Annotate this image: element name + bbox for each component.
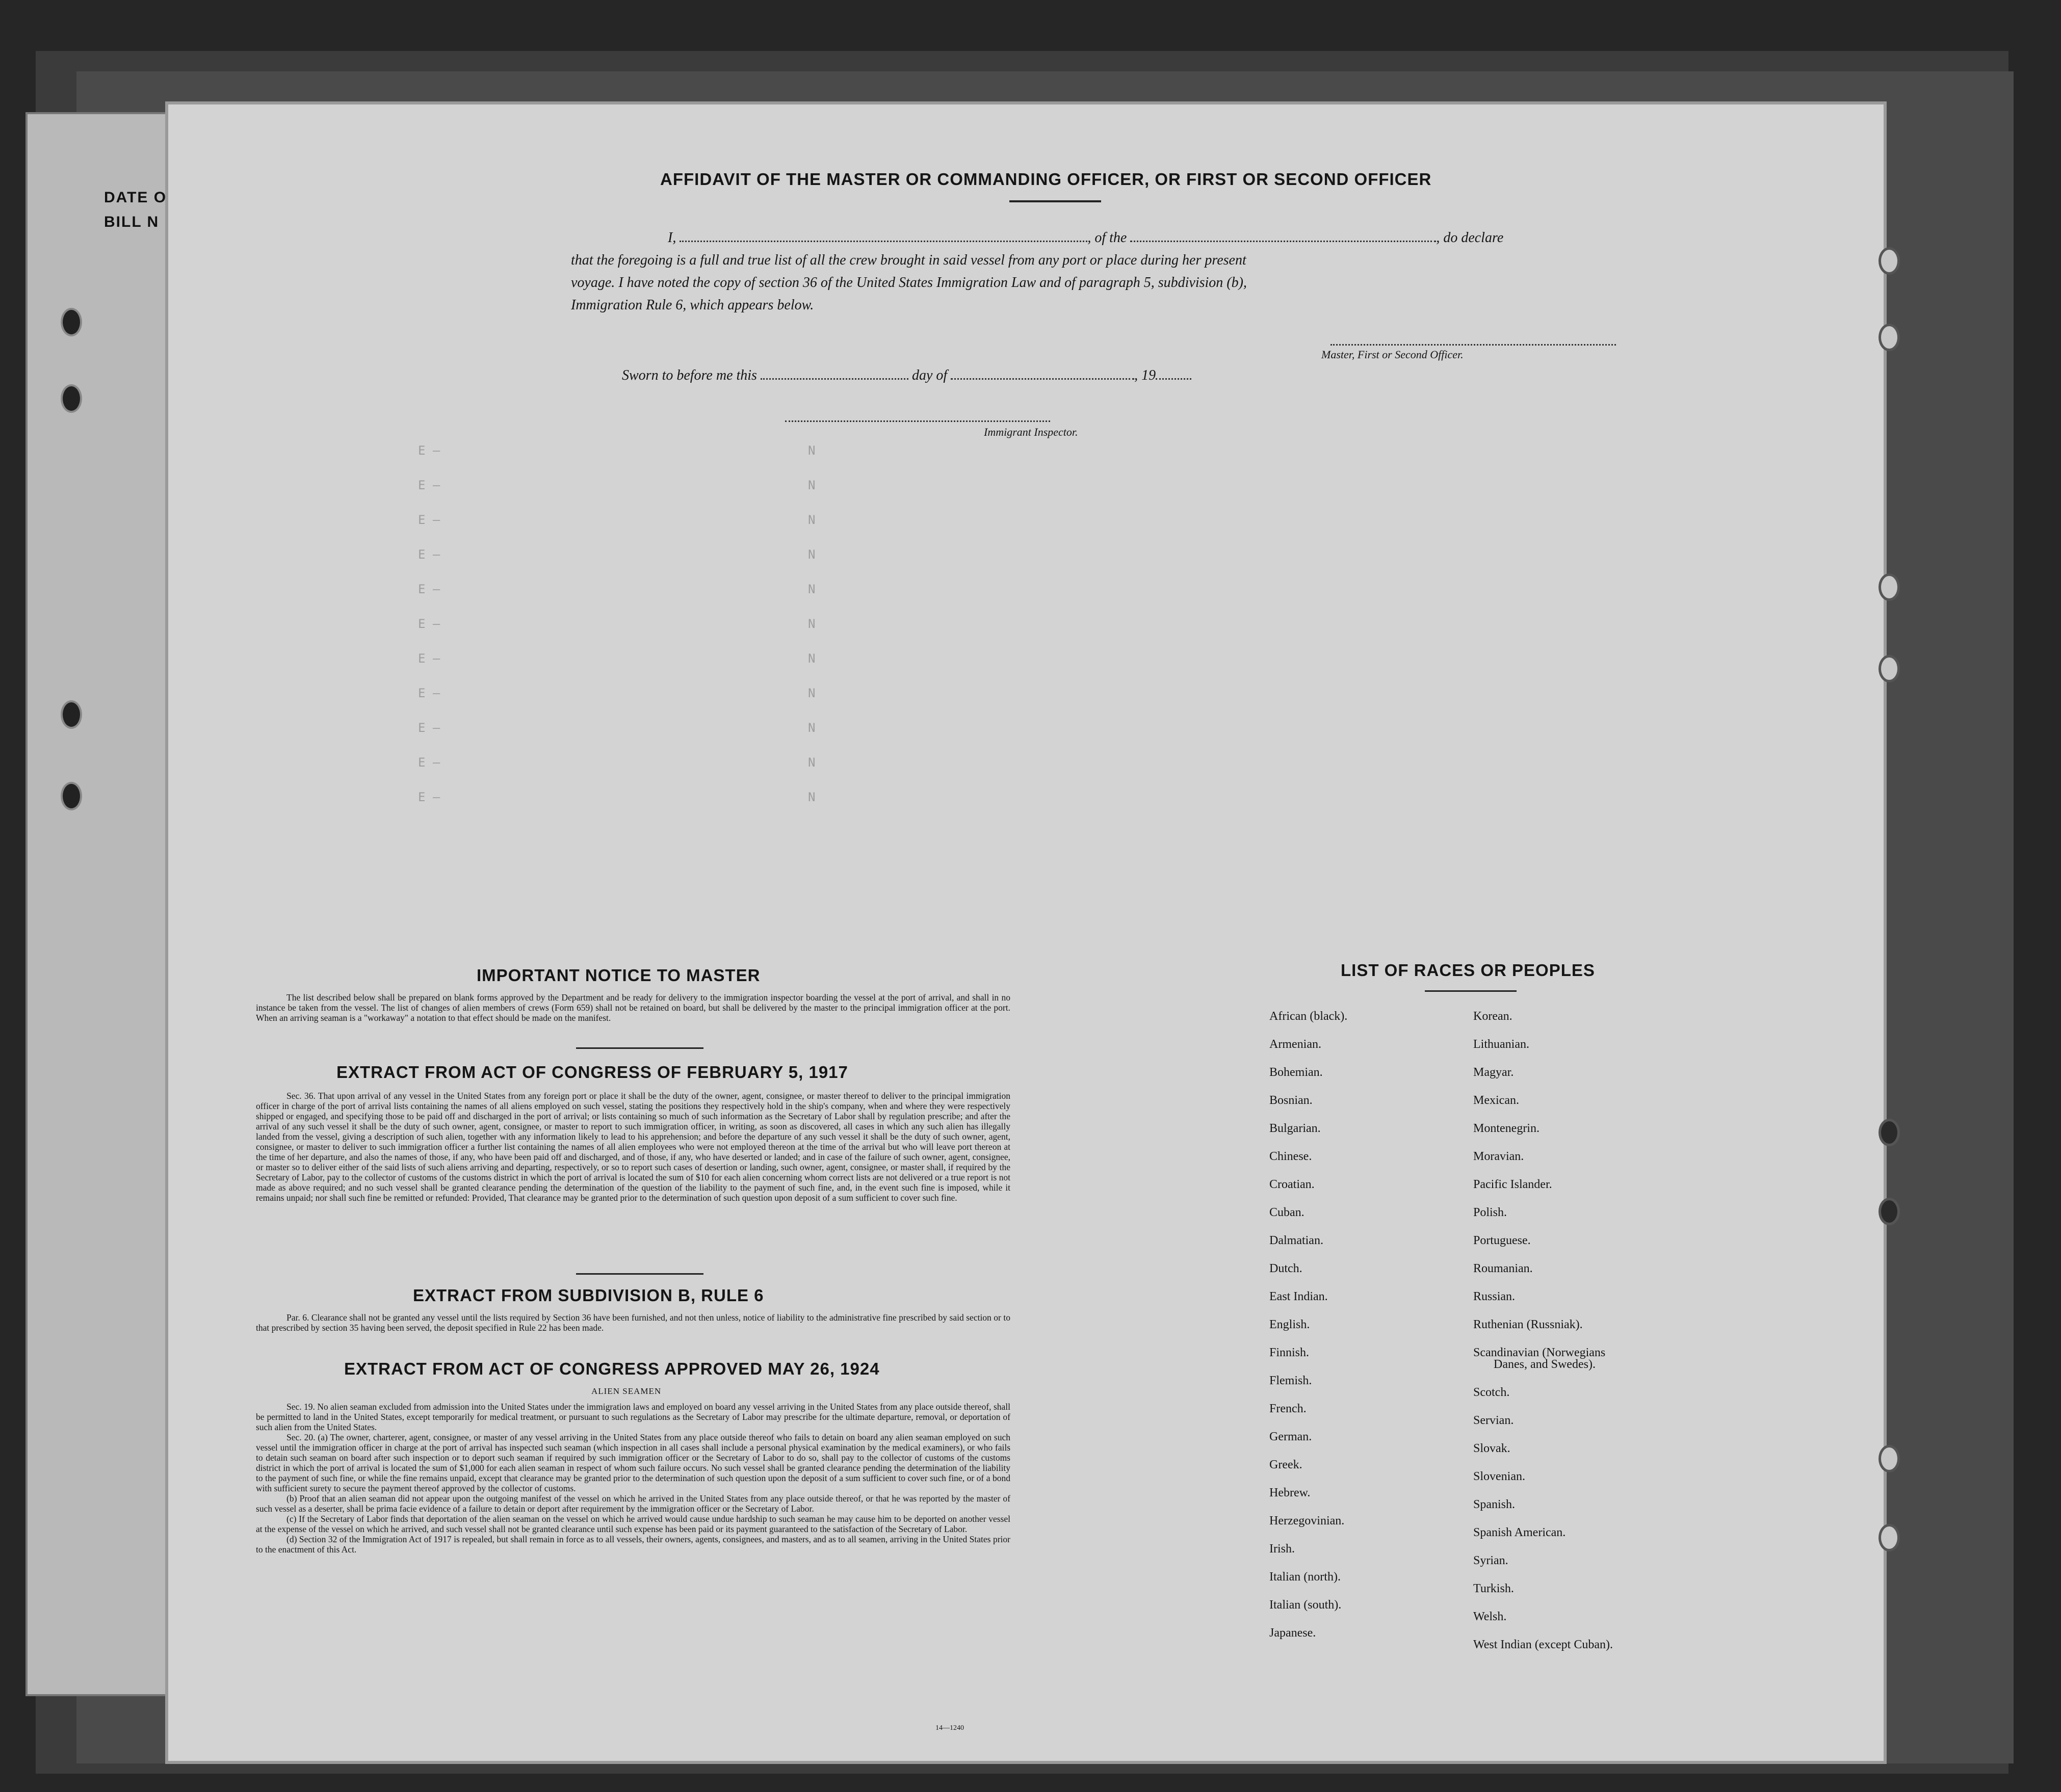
- race-item: Chinese.: [1269, 1150, 1312, 1163]
- race-item: Ruthenian (Russniak).: [1473, 1318, 1583, 1331]
- affidavit-declare: , do declare: [1436, 230, 1504, 246]
- race-item: Dutch.: [1269, 1262, 1302, 1275]
- affidavit-title: AFFIDAVIT OF THE MASTER OR COMMANDING OFFICER, OR FIRST OR SECOND OFFICER: [660, 170, 1432, 189]
- divider: [576, 1273, 703, 1275]
- race-item: Bosnian.: [1269, 1094, 1313, 1107]
- race-item: Korean.: [1473, 1010, 1512, 1023]
- stamp-line-2: BILL N: [104, 214, 160, 230]
- race-item: Montenegrin.: [1473, 1122, 1540, 1135]
- punch-hole: [1879, 324, 1900, 351]
- extract-1924-title: EXTRACT FROM ACT OF CONGRESS APPROVED MAY 26, 1924: [344, 1359, 880, 1378]
- affidavit-line-3: voyage. I have noted the copy of section 36 of the United States Immigration Law and of paragraph 5, subdivision (b),: [571, 275, 1247, 291]
- race-item: Slovak.: [1473, 1442, 1510, 1455]
- manifest-page: [168, 104, 1884, 1761]
- divider: [1009, 200, 1101, 202]
- race-item: Bohemian.: [1269, 1066, 1323, 1079]
- sec-19-text: Sec. 19. No alien seaman excluded from admission into the United States under the immigration laws and employed on board any vessel arriving in the United States from any place outside thereof, shall be permitted to land in the United States, except temporarily for medical treatment, or pursuant to such regulations as the Secretary of Labor may prescribe for the ultimate departure, removal, or deportation of such alien from the United States.: [256, 1402, 1010, 1432]
- race-item: Danes, and Swedes).: [1494, 1358, 1596, 1371]
- race-item: Spanish.: [1473, 1498, 1516, 1511]
- race-item: Finnish.: [1269, 1346, 1310, 1359]
- affidavit-line-2: that the foregoing is a full and true list of all the crew brought in said vessel from any port or place during her present: [571, 252, 1246, 268]
- race-item: Scotch.: [1473, 1386, 1510, 1399]
- margin-stamp: [104, 186, 167, 234]
- punch-hole: [1879, 1119, 1900, 1146]
- race-item: French.: [1269, 1402, 1307, 1415]
- vessel-blank[interactable]: [1130, 229, 1436, 242]
- punch-hole: [1879, 1445, 1900, 1472]
- race-item: Irish.: [1269, 1542, 1295, 1556]
- race-item: Welsh.: [1473, 1610, 1507, 1623]
- race-item: Polish.: [1473, 1206, 1507, 1219]
- races-right-column: [1473, 1003, 1613, 1659]
- race-item: English.: [1269, 1318, 1310, 1331]
- sec-20c-text: (c) If the Secretary of Labor finds that deportation of the alien seaman on the vessel on which he arrived would cause undue hardship to such seaman he may cause him to be deported on another vessel at the expense of the vessel on which he arrived, and such vessel shall not be granted clearance until such expense has been paid or its payment guaranteed to the satisfaction of the Secretary of Labor.: [256, 1514, 1010, 1534]
- races-title: LIST OF RACES OR PEOPLES: [1341, 961, 1595, 980]
- race-item: Russian.: [1473, 1290, 1516, 1303]
- race-item: Syrian.: [1473, 1554, 1508, 1567]
- race-item: Mexican.: [1473, 1094, 1519, 1107]
- form-number: 14—1240: [935, 1724, 964, 1732]
- day-of-text: day of: [911, 367, 948, 383]
- race-item: Magyar.: [1473, 1066, 1514, 1079]
- race-item: Dalmatian.: [1269, 1234, 1323, 1247]
- race-item: Cuban.: [1269, 1206, 1305, 1219]
- divider: [576, 1047, 703, 1049]
- race-item: Armenian.: [1269, 1038, 1321, 1051]
- punch-hole: [1879, 573, 1900, 601]
- affidavit-line-4: Immigration Rule 6, which appears below.: [571, 297, 814, 313]
- race-item: Croatian.: [1269, 1178, 1315, 1191]
- race-item: Turkish.: [1473, 1582, 1514, 1595]
- punch-hole: [1879, 655, 1900, 682]
- affidavit-of-the: , of the: [1087, 230, 1127, 246]
- bleed-through: E – E – E – E – E – E – E – E – E – E – E –: [418, 443, 440, 804]
- race-item: East Indian.: [1269, 1290, 1328, 1303]
- race-item: Italian (south).: [1269, 1598, 1342, 1612]
- race-item: Slovenian.: [1473, 1470, 1525, 1483]
- sworn-line: [622, 364, 1191, 387]
- race-item: Hebrew.: [1269, 1486, 1311, 1499]
- race-item: African (black).: [1269, 1010, 1348, 1023]
- master-label: Master, First or Second Officer.: [1321, 348, 1464, 361]
- inspector-label: Immigrant Inspector.: [984, 426, 1078, 438]
- race-item: German.: [1269, 1430, 1312, 1443]
- race-item: Spanish American.: [1473, 1526, 1566, 1539]
- extract-1917-title: EXTRACT FROM ACT OF CONGRESS OF FEBRUARY 5, 1917: [336, 1063, 848, 1082]
- race-item: Bulgarian.: [1269, 1122, 1321, 1135]
- affidavit-line-1: [622, 227, 1503, 249]
- race-item: Greek.: [1269, 1458, 1302, 1471]
- race-item: Flemish.: [1269, 1374, 1312, 1387]
- notice-text: The list described below shall be prepared on blank forms approved by the Department and be ready for delivery to the immigration inspector boarding the vessel at the port of arrival, and shall in no instance be taken from the vessel. The list of changes of alien members of crews (Form 659) shall not be retained on board, but shall be delivered by the master to the principal immigration officer at the port. When an arriving seaman is a "workaway" a notation to that effect should be made on the manifest.: [256, 992, 1010, 1023]
- race-item: Moravian.: [1473, 1150, 1524, 1163]
- punch-hole: [61, 782, 82, 810]
- alien-seamen-subtitle: ALIEN SEAMEN: [591, 1386, 662, 1396]
- race-item: Pacific Islander.: [1473, 1178, 1552, 1191]
- punch-hole: [1879, 1198, 1900, 1225]
- extract-1924-body: [256, 1402, 1010, 1554]
- year-blank[interactable]: [1156, 367, 1191, 380]
- punch-hole: [61, 700, 82, 729]
- divider: [1425, 990, 1517, 992]
- sec-20a-text: Sec. 20. (a) The owner, charterer, agent, consignee, or master of any vessel arriving in the United States from any place outside thereof who fails to detain on board any alien seaman employed on such vessel until the immigration officer in charge at the port of arrival has inspected such seaman (which inspection in all cases shall include a personal physical examination by the medical examiners), or who fails to detain such seaman on board after such inspection or to deport such seaman if required by such immigration officer or the Secretary of Labor to do so, shall pay to the collector of customs of the customs district in which the port of arrival is located the sum of $1,000 for each alien seaman in respect of whom such failure occurs. No such vessel shall be granted clearance pending the determination of the liability to the payment of such fine, or while the fine remains unpaid, except that clearance may be granted prior to the determination of such question upon the deposit of a sum sufficient to cover such fine, or of a bond with sufficient surety to secure the payment thereof approved by the collector of customs.: [256, 1432, 1010, 1493]
- sworn-text: Sworn to before me this: [622, 367, 757, 383]
- punch-hole: [61, 308, 82, 336]
- race-item: Portuguese.: [1473, 1234, 1531, 1247]
- subdivision-title: EXTRACT FROM SUBDIVISION B, RULE 6: [413, 1286, 764, 1305]
- subdivision-text: Par. 6. Clearance shall not be granted any vessel until the lists required by Section 36 have been furnished, and not then unless, notice of liability to the administrative fine prescribed by said section or to that prescribed by section 35 having been served, the deposit specified in Rule 22 has been made.: [256, 1312, 1010, 1333]
- race-item: Servian.: [1473, 1414, 1514, 1427]
- notice-title: IMPORTANT NOTICE TO MASTER: [477, 966, 761, 985]
- stamp-line-1: DATE O: [104, 189, 167, 206]
- punch-hole: [61, 384, 82, 413]
- punch-hole: [1879, 1524, 1900, 1551]
- races-left-column: [1269, 1003, 1347, 1647]
- master-signature-line[interactable]: [1330, 344, 1616, 346]
- punch-hole: [1879, 247, 1900, 275]
- year-text: , 19: [1134, 367, 1156, 383]
- day-blank[interactable]: [761, 367, 908, 380]
- sec-20d-text: (d) Section 32 of the Immigration Act of 1917 is repealed, but shall remain in force as to all vessels, their owners, agents, consignees, and masters, and as to all seamen, arriving in the United States prior to the enactment of this Act.: [256, 1534, 1010, 1554]
- race-item: Italian (north).: [1269, 1570, 1341, 1584]
- affidavit-i: I,: [668, 230, 676, 246]
- month-blank[interactable]: [951, 367, 1134, 380]
- sec-20b-text: (b) Proof that an alien seaman did not appear upon the outgoing manifest of the vessel on which he arrived in the United States from any place outside thereof, or that he was reported by the master of such vessel as a deserter, shall be prima facie evidence of a failure to detain or deport after requirement by the immigration officer or the Secretary of Labor.: [256, 1493, 1010, 1514]
- race-item: Scandinavian (Norwegians: [1473, 1346, 1606, 1359]
- inspector-signature-line[interactable]: [785, 420, 1050, 422]
- race-item: Roumanian.: [1473, 1262, 1533, 1275]
- extract-1917-text: Sec. 36. That upon arrival of any vessel in the United States from any foreign port or place it shall be the duty of the owner, agent, consignee, or master thereof to deliver to the principal immigration officer in charge of the port of arrival lists containing the names of all aliens employed on such vessel, stating the positions they respectively hold in the ship's company, when and where they were respectively shipped or engaged, and specifying those to be paid off and discharged in the port of arrival; or lists containing so much of such information as the Secretary of Labor shall by regulation prescribe; and after the arrival of any such vessel it shall be the duty of such owner, agent, consignee, or master to report to such immigration officer, in writing, as soon as discovered, all cases in which any such alien has illegally landed from the vessel, giving a description of such alien, together with any information likely to lead to his apprehension; and before the departure of any such vessel it shall be the duty of such owner, agent, consignee, or master to deliver to such immigration officer a further list containing the names of all alien employees who were not employed thereon at the time of the arrival but who will leave port thereon at the time of her departure, and also the names of those, if any, who have been paid off and discharged, and of those, if any, who have deserted or landed; and in case of the failure of such owner, agent, consignee, or master so to deliver either of the said lists of such aliens arriving and departing, respectively, or so to report such cases of desertion or landing, such owner, agent, consignee, or master shall, if required by the Secretary of Labor, pay to the collector of customs of the customs district in which the port of arrival is located the sum of $10 for each alien concerning whom correct lists are not delivered or a true report is not made as above required; and no such vessel shall be granted clearance pending the determination of the question of the liability to the payment of such fine, and, in the event such fine is imposed, while it remains unpaid; nor shall such fine be remitted or refunded: Provided, That clearance may be granted prior to the determination of such question upon deposit of a sum sufficient to cover such fine.: [256, 1091, 1010, 1203]
- race-item: West Indian (except Cuban).: [1473, 1638, 1613, 1651]
- race-item: Japanese.: [1269, 1626, 1316, 1640]
- name-blank[interactable]: [680, 229, 1087, 242]
- bleed-through: N N N N N N N N N N N: [808, 443, 816, 804]
- race-item: Lithuanian.: [1473, 1038, 1529, 1051]
- race-item: Herzegovinian.: [1269, 1514, 1345, 1527]
